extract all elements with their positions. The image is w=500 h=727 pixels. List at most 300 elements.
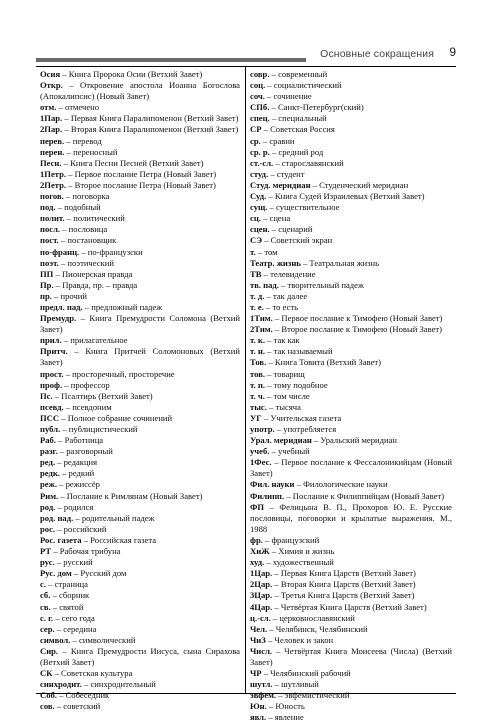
abbreviation-term: СР <box>250 124 262 135</box>
abbreviation-term: пост. <box>40 235 59 246</box>
abbreviation-entry <box>250 180 452 191</box>
abbreviation-entry <box>40 690 240 701</box>
abbreviation-entry <box>250 635 452 646</box>
abbreviation-definition: – товарищ <box>264 368 305 379</box>
abbreviation-term: совр. <box>250 69 270 79</box>
abbreviation-entry <box>250 402 452 413</box>
abbreviation-definition: – Вторая Книга Паралипоменон (Ветхий Завет) <box>62 124 239 135</box>
abbreviation-entry <box>250 446 452 457</box>
abbreviation-definition: – Псалтирь (Ветхий Завет) <box>52 390 153 401</box>
abbreviation-definition: – пословица <box>60 224 108 235</box>
abbreviation-term: Филипп. <box>250 490 285 501</box>
abbreviation-term: рус. <box>40 557 55 568</box>
abbreviation-term: 1Петр. <box>40 168 67 179</box>
abbreviation-term: прил. <box>40 335 62 346</box>
abbreviation-definition: – синхродительный <box>81 679 156 690</box>
abbreviation-definition: – переносный <box>64 146 118 157</box>
abbreviation-definition: – Послание к Филиппийцам (Новый Завет) <box>284 490 445 501</box>
abbreviation-term: соц. <box>250 80 266 91</box>
abbreviation-entry <box>250 413 452 424</box>
abbreviation-definition: – перевод <box>64 135 102 146</box>
abbreviation-definition: – Фелицына В. П., Прохоров Ю. Е. Русские пословицы, поговорки и крылатые выражения. М., 1988 <box>250 501 452 534</box>
abbreviation-term: ц.-сл. <box>250 612 271 623</box>
abbreviation-term: 1Фес. <box>250 457 272 468</box>
abbreviation-definition: – Театральная жизнь <box>300 257 380 268</box>
abbreviation-entry <box>250 479 452 490</box>
abbreviation-entry <box>250 191 452 202</box>
abbreviation-entry <box>40 302 240 313</box>
abbreviation-term: посл. <box>40 224 61 235</box>
abbreviation-definition: – сравни <box>260 135 295 146</box>
abbreviation-term: ред. <box>40 457 55 468</box>
abbreviation-entry <box>40 180 240 191</box>
abbreviation-entry <box>40 169 240 180</box>
abbreviation-term: св. <box>40 601 51 612</box>
abbreviation-definition: – Советская Россия <box>261 124 335 135</box>
abbreviation-definition: – сцена <box>260 213 291 224</box>
abbreviation-entry <box>250 169 452 180</box>
abbreviation-entry <box>250 557 452 568</box>
abbreviation-definition: – Книга Премудрости Соломона (Ветхий Завет) <box>40 313 240 335</box>
abbreviation-term: Чел. <box>250 623 268 634</box>
abbreviation-definition: – родился <box>55 501 94 512</box>
abbreviation-entry <box>40 457 240 468</box>
abbreviation-term: разг. <box>40 446 58 457</box>
abbreviation-entry <box>40 258 240 269</box>
abbreviation-definition: – Четвёртая Книга Царств (Ветхий Завет) <box>272 601 427 612</box>
page-number: 9 <box>449 45 456 59</box>
abbreviation-definition: – Книга Песни Песней (Ветхий Завет) <box>61 157 204 168</box>
abbreviation-term: проф. <box>40 379 63 390</box>
abbreviation-definition: – постановщик <box>58 235 117 246</box>
abbreviation-term: сб. <box>40 590 51 601</box>
abbreviation-definition: – художественный <box>264 557 334 568</box>
running-header <box>36 44 456 66</box>
abbreviation-term: Пр. <box>40 279 54 290</box>
abbreviation-entry <box>40 136 240 147</box>
abbreviation-entry <box>250 568 452 579</box>
abbreviation-definition: – середина <box>54 623 97 634</box>
abbreviation-term: ХиЖ <box>250 546 270 557</box>
abbreviation-definition: – французский <box>262 534 320 545</box>
abbreviation-term: Откр. <box>40 80 63 91</box>
abbreviation-entry <box>40 391 240 402</box>
abbreviation-entry <box>250 491 452 502</box>
abbreviation-entry <box>40 224 240 235</box>
abbreviation-definition: – Человек и закон <box>265 634 334 645</box>
right-column <box>250 69 452 724</box>
abbreviation-term: тов. <box>250 368 265 379</box>
abbreviation-entry <box>40 413 240 424</box>
abbreviation-definition: – редакция <box>54 457 98 468</box>
abbreviation-entry <box>250 613 452 624</box>
abbreviation-definition: – псевдоним <box>63 401 112 412</box>
abbreviation-definition: – поговорка <box>63 191 110 202</box>
abbreviation-definition: – студент <box>268 168 305 179</box>
abbreviation-definition: – Первое послание Петра (Новый Завет) <box>66 168 217 179</box>
abbreviation-term: спец. <box>250 113 270 124</box>
abbreviation-definition: – Книга Притчей Соломоновых (Ветхий Завет) <box>40 346 240 368</box>
abbreviation-table <box>36 66 456 723</box>
abbreviation-term: ПСС <box>40 412 60 423</box>
abbreviation-term: синхродит. <box>40 679 82 690</box>
abbreviation-definition: – публицистический <box>60 424 138 434</box>
abbreviation-entry <box>250 324 452 335</box>
abbreviation-entry <box>40 546 240 557</box>
abbreviation-entry <box>40 213 240 224</box>
abbreviation-entry <box>250 291 452 302</box>
abbreviation-term: псевд. <box>40 401 64 412</box>
abbreviation-term: т. <box>250 246 256 257</box>
abbreviation-entry <box>40 80 240 102</box>
abbreviation-definition: – советский <box>54 701 101 712</box>
abbreviation-definition: – символический <box>70 634 136 645</box>
abbreviation-term: перен. <box>40 146 65 157</box>
abbreviation-entry <box>40 147 240 158</box>
abbreviation-definition: – том <box>255 246 278 257</box>
abbreviation-term: Раб. <box>40 435 56 446</box>
abbreviation-entry <box>40 291 240 302</box>
abbreviation-definition: – специальный <box>269 113 327 124</box>
abbreviation-definition: – разговорный <box>57 446 113 457</box>
abbreviation-term: явл. <box>250 712 267 723</box>
abbreviation-entry <box>250 302 452 313</box>
abbreviation-term: фр. <box>250 534 263 545</box>
abbreviation-term: сущ. <box>250 202 268 213</box>
abbreviation-definition: – российский <box>55 523 107 534</box>
abbreviation-definition: – святой <box>50 601 84 612</box>
abbreviation-term: 2Петр. <box>40 179 67 190</box>
abbreviation-entry <box>40 313 240 335</box>
abbreviation-entry <box>40 202 240 213</box>
abbreviation-term: прост. <box>40 368 64 379</box>
abbreviation-definition: – так далее <box>264 290 308 301</box>
abbreviation-term: ТВ <box>250 268 262 279</box>
abbreviation-term: т. п. <box>250 379 265 390</box>
abbreviation-entry <box>40 402 240 413</box>
abbreviation-term: предл. пад. <box>40 301 83 312</box>
abbreviation-term: ПП <box>40 268 54 279</box>
abbreviation-entry <box>40 646 240 668</box>
abbreviation-definition: – употребляется <box>274 424 337 434</box>
abbreviation-entry <box>250 690 452 701</box>
abbreviation-definition: – сценарий <box>269 224 313 235</box>
abbreviation-entry <box>250 546 452 557</box>
abbreviation-entry <box>250 269 452 280</box>
abbreviation-entry <box>40 513 240 524</box>
abbreviation-entry <box>250 602 452 613</box>
abbreviation-term: Студ. меридиан <box>250 179 311 190</box>
section-title: Основные сокращения <box>320 48 434 60</box>
abbreviation-term: студ. <box>250 168 269 179</box>
abbreviation-term: Тов. <box>250 357 267 368</box>
abbreviation-term: Притч. <box>40 346 68 357</box>
abbreviation-definition: – Санкт-Петербург(ский) <box>269 102 364 113</box>
abbreviation-definition: – сочинение <box>264 91 312 102</box>
abbreviation-term: худ. <box>250 557 265 568</box>
abbreviation-definition: – церковнославянский <box>270 612 355 623</box>
abbreviation-term: Осия <box>40 69 61 79</box>
abbreviation-definition: – политический <box>64 213 125 224</box>
abbreviation-entry <box>40 113 240 124</box>
abbreviation-definition: – отмечено <box>56 102 100 113</box>
abbreviation-definition: – Работница <box>56 435 104 446</box>
abbreviation-definition: – Российская газета <box>81 534 157 545</box>
abbreviation-entry <box>40 446 240 457</box>
abbreviation-term: с. г. <box>40 612 54 623</box>
abbreviation-definition: – то есть <box>263 301 299 312</box>
abbreviation-entry <box>40 235 240 246</box>
abbreviation-term: 1Пар. <box>40 113 63 124</box>
abbreviation-term: учеб. <box>250 446 270 457</box>
abbreviation-term: РТ <box>40 546 52 557</box>
abbreviation-definition: – Четвёртая Книга Моисеева (Числа) (Ветхий Завет) <box>250 645 452 667</box>
abbreviation-entry <box>250 258 452 269</box>
abbreviation-entry <box>250 124 452 135</box>
abbreviation-term: ср. <box>250 135 261 146</box>
abbreviation-term: Рос. газета <box>40 534 82 545</box>
abbreviation-term: эвфем. <box>250 690 277 701</box>
abbreviation-term: род. <box>40 501 56 512</box>
abbreviation-definition: – Первое послание к Фессалоникийцам (Новый Завет) <box>250 457 452 479</box>
abbreviation-entry <box>40 468 240 479</box>
abbreviation-definition: – профессор <box>62 379 110 390</box>
abbreviation-term: т. ч. <box>250 390 265 401</box>
abbreviation-term: т. д. <box>250 290 265 301</box>
abbreviation-entry <box>250 335 452 346</box>
abbreviation-entry <box>250 424 452 435</box>
abbreviation-definition: – Вторая Книга Царств (Ветхий Завет) <box>272 579 416 590</box>
abbreviation-entry <box>250 346 452 357</box>
abbreviation-term: под. <box>40 202 56 213</box>
abbreviation-entry <box>40 635 240 646</box>
abbreviation-definition: – социалистический <box>265 80 342 91</box>
abbreviation-term: т. н. <box>250 346 265 357</box>
abbreviation-entry <box>40 346 240 368</box>
abbreviation-entry <box>40 502 240 513</box>
abbreviation-entry <box>250 579 452 590</box>
abbreviation-definition: – Рабочая трибуна <box>51 546 121 557</box>
abbreviation-definition: – Русский дом <box>71 568 127 579</box>
abbreviation-definition: – Химия и жизнь <box>269 546 335 557</box>
abbreviation-term: Рим. <box>40 490 59 501</box>
abbreviation-term: УГ <box>250 412 262 423</box>
abbreviation-definition: – Челябинский рабочий <box>261 668 351 679</box>
abbreviation-entry <box>250 502 452 535</box>
abbreviation-entry <box>40 280 240 291</box>
abbreviation-term: Театр. жизнь <box>250 257 301 268</box>
abbreviation-entry <box>250 624 452 635</box>
abbreviation-term: т. е. <box>250 301 264 312</box>
abbreviation-entry <box>40 568 240 579</box>
abbreviation-term: Рус. дом <box>40 568 72 579</box>
abbreviation-term: ст.-сл. <box>250 157 274 168</box>
abbreviation-term: сц. <box>250 213 261 224</box>
abbreviation-term: сцен. <box>250 224 270 235</box>
abbreviation-entry <box>250 535 452 546</box>
abbreviation-definition: – по-французски <box>79 246 143 257</box>
abbreviation-term: Премудр. <box>40 313 77 324</box>
abbreviation-entry <box>250 158 452 169</box>
abbreviation-definition: – русский <box>54 557 93 568</box>
abbreviation-entry <box>40 602 240 613</box>
abbreviation-term: Числ. <box>250 645 273 656</box>
abbreviation-entry <box>40 590 240 601</box>
abbreviation-entry <box>40 679 240 690</box>
abbreviation-entry <box>250 136 452 147</box>
abbreviation-definition: – сего года <box>53 612 95 623</box>
abbreviation-term: сов. <box>40 701 55 712</box>
abbreviation-term: сер. <box>40 623 55 634</box>
abbreviation-entry <box>250 224 452 235</box>
abbreviation-definition: – Первое послание к Тимофею (Новый Завет) <box>272 313 443 324</box>
abbreviation-entry <box>40 424 240 435</box>
abbreviation-definition: – существительное <box>267 202 340 213</box>
abbreviation-definition: – Юность <box>266 701 305 712</box>
abbreviation-entry <box>40 247 240 258</box>
abbreviation-definition: – так как <box>264 335 300 346</box>
abbreviation-entry <box>250 313 452 324</box>
abbreviation-entry <box>40 269 240 280</box>
abbreviation-entry <box>40 69 240 80</box>
abbreviation-definition: – страница <box>45 579 88 590</box>
abbreviation-entry <box>250 712 452 723</box>
abbreviation-term: публ. <box>40 424 61 434</box>
abbreviation-entry <box>40 613 240 624</box>
abbreviation-definition: – Уральский меридиан <box>311 435 398 446</box>
abbreviation-entry <box>250 147 452 158</box>
abbreviation-entry <box>40 335 240 346</box>
abbreviation-term: реж. <box>40 479 57 490</box>
abbreviation-definition: – Третья Книга Царств (Ветхий Завет) <box>272 590 415 601</box>
abbreviation-term: употр. <box>250 424 275 434</box>
abbreviation-entry <box>250 235 452 246</box>
abbreviation-term: 4Цар. <box>250 601 273 612</box>
abbreviation-definition: – прилагательное <box>61 335 128 346</box>
abbreviation-definition: – подобный <box>55 202 101 213</box>
abbreviation-entry <box>40 369 240 380</box>
abbreviation-term: 2Тим. <box>250 324 273 335</box>
abbreviation-definition: – Советский экран <box>262 235 333 246</box>
left-column <box>40 69 240 712</box>
abbreviation-definition: – старославянский <box>273 157 344 168</box>
abbreviation-definition: – Правда, пр. – правда <box>53 279 138 290</box>
abbreviation-definition: – Первая Книга Царств (Ветхий Завет) <box>272 568 416 579</box>
abbreviation-term: тв. пад. <box>250 279 279 290</box>
abbreviation-definition: – просторечный, просторечие <box>63 368 175 379</box>
abbreviation-definition: – Откровение апостола Иоанна Богослова (Апокалипсис) (Новый Завет) <box>40 80 240 102</box>
abbreviation-entry <box>250 113 452 124</box>
abbreviation-entry <box>40 102 240 113</box>
abbreviation-entry <box>250 80 452 91</box>
abbreviation-definition: – так называемый <box>264 346 333 357</box>
abbreviation-entry <box>250 380 452 391</box>
abbreviation-entry <box>250 213 452 224</box>
abbreviation-entry <box>40 535 240 546</box>
abbreviation-definition: – современный <box>269 69 328 79</box>
abbreviation-definition: – Книга Премудрости Иисуса, сына Сирахова (Ветхий Завет) <box>40 645 240 667</box>
abbreviation-term: ФП <box>250 501 265 512</box>
abbreviation-term: Юн. <box>250 701 267 712</box>
abbreviation-definition: – поэтический <box>58 257 114 268</box>
abbreviation-definition: – шутливый <box>272 679 319 690</box>
abbreviation-definition: – Советская культура <box>52 668 133 679</box>
abbreviation-entry <box>40 479 240 490</box>
abbreviation-entry <box>250 646 452 668</box>
abbreviation-term: перев. <box>40 135 65 146</box>
abbreviation-entry <box>250 435 452 446</box>
header-rule <box>36 58 306 62</box>
abbreviation-definition: – Филологические науки <box>294 479 388 490</box>
abbreviation-definition: – творительный падеж <box>278 279 364 290</box>
abbreviation-entry <box>40 668 240 679</box>
column-divider <box>245 67 246 693</box>
abbreviation-entry <box>250 69 452 80</box>
abbreviation-term: Урал. меридиан <box>250 435 312 446</box>
abbreviation-definition: – Второе послание Петра (Новый Завет) <box>66 179 216 190</box>
abbreviation-entry <box>250 457 452 479</box>
abbreviation-term: поэт. <box>40 257 59 268</box>
abbreviation-definition: – Челябинск, Челябинский <box>267 623 368 634</box>
abbreviation-definition: – телевидение <box>261 268 316 279</box>
abbreviation-entry <box>250 590 452 601</box>
abbreviation-definition: – Студенческий меридиан <box>310 179 409 190</box>
abbreviation-entry <box>40 524 240 535</box>
abbreviation-term: с. <box>40 579 46 590</box>
abbreviation-term: т. к. <box>250 335 265 346</box>
abbreviation-definition: – прочий <box>51 290 87 301</box>
abbreviation-entry <box>250 102 452 113</box>
abbreviation-definition: – Первая Книга Паралипоменон (Ветхий Завет) <box>62 113 239 124</box>
abbreviation-entry <box>40 624 240 635</box>
abbreviation-definition: – явление <box>266 712 304 723</box>
abbreviation-term: шутл. <box>250 679 273 690</box>
abbreviation-definition: – предложный падеж <box>82 301 163 312</box>
abbreviation-term: СПб. <box>250 102 270 113</box>
abbreviation-entry <box>250 369 452 380</box>
abbreviation-term: ср. р. <box>250 146 270 157</box>
abbreviation-definition: – том числе <box>264 390 310 401</box>
abbreviation-entry <box>40 158 240 169</box>
abbreviation-definition: – эвфемистический <box>276 690 350 701</box>
abbreviation-term: Суд. <box>250 191 267 202</box>
abbreviation-term: соч. <box>250 91 265 102</box>
abbreviation-entry <box>40 579 240 590</box>
abbreviation-definition: – Учительская газета <box>261 412 342 423</box>
abbreviation-term: полит. <box>40 213 65 224</box>
abbreviation-term: Фил. науки <box>250 479 295 490</box>
abbreviation-definition: – Книга Товита (Ветхий Завет) <box>266 357 381 368</box>
abbreviation-term: СЭ <box>250 235 263 246</box>
abbreviation-entry <box>40 124 240 135</box>
abbreviation-definition: – Книга Судей Израилевых (Ветхий Завет) <box>266 191 425 202</box>
abbreviation-definition: – учебный <box>269 446 310 457</box>
abbreviation-entry <box>250 91 452 102</box>
abbreviation-entry <box>40 491 240 502</box>
abbreviation-term: ЧР <box>250 668 262 679</box>
abbreviation-definition: – Пионерская правда <box>53 268 133 279</box>
abbreviation-entry <box>40 191 240 202</box>
abbreviation-entry <box>40 435 240 446</box>
abbreviation-term: Соб. <box>40 690 57 701</box>
abbreviation-entry <box>250 280 452 291</box>
abbreviation-definition: – Второе послание к Тимофею (Новый Завет) <box>272 324 443 335</box>
abbreviation-entry <box>250 247 452 258</box>
abbreviation-term: Пс. <box>40 390 53 401</box>
abbreviation-term: пр. <box>40 290 52 301</box>
abbreviation-term: 1Тим. <box>250 313 273 324</box>
abbreviation-entry <box>250 679 452 690</box>
